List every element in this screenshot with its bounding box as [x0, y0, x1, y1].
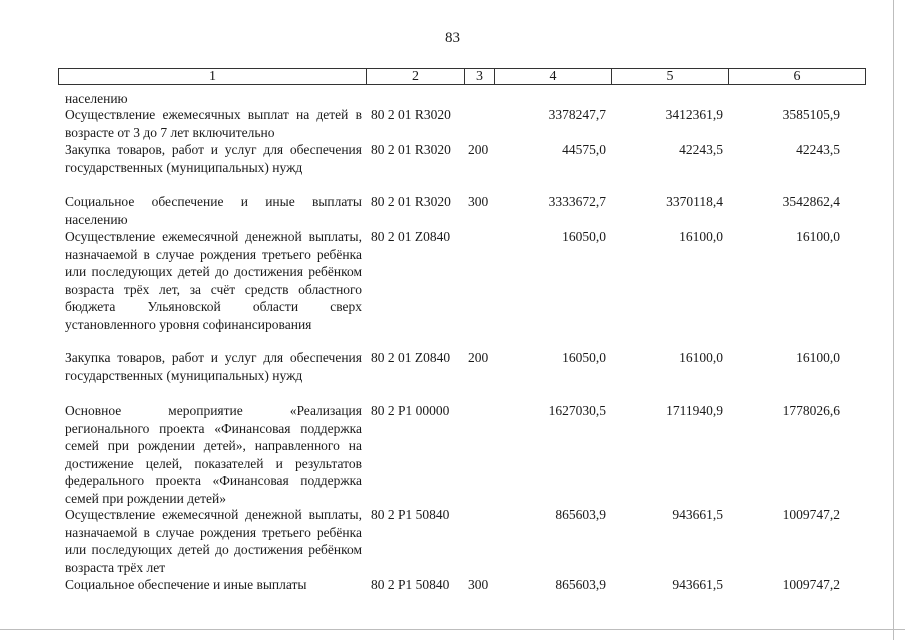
row-description: Социальное обеспечение и иные выплаты — [65, 577, 307, 592]
header-col-3: 3 — [464, 69, 494, 84]
row-description: Закупка товаров, работ и услуг для обеспечения государственных (муниципальных) нужд — [65, 142, 362, 175]
row-description: Основное мероприятие «Реализация регионального проекта «Финансовая поддержка семей при рождении детей», направленного на достижение целей, показателей и результатов федерального проекта «Финансовая поддержка семей при рождении детей» — [65, 403, 362, 506]
row-value-col4: 865603,9 — [555, 577, 606, 592]
scan-frame-right-edge — [893, 0, 894, 640]
row-value-col5: 943661,5 — [672, 577, 723, 592]
row-value-col6: 1778026,6 — [782, 403, 840, 418]
page-number: 83 — [445, 30, 460, 46]
row-value-col5: 3412361,9 — [665, 107, 723, 122]
row-value-col4: 44575,0 — [562, 142, 606, 157]
header-col-2: 2 — [366, 69, 464, 84]
row-value-col4: 865603,9 — [555, 507, 606, 522]
row-value-col4: 16050,0 — [562, 350, 606, 365]
row-expense-type: 300 — [468, 194, 489, 209]
row-target-code: 80 2 P1 50840 — [371, 577, 450, 592]
row-description: Осуществление ежемесячной денежной выплаты, назначаемой в случае рождения третьего ребёнка или последующих детей до достижения ребёнком возраста трёх лет — [65, 507, 362, 575]
row-target-code: 80 2 01 Z0840 — [371, 229, 451, 244]
row-target-code: 80 2 01 R3020 — [371, 142, 451, 157]
row-target-code: 80 2 01 R3020 — [371, 194, 451, 209]
row-target-code: 80 2 01 Z0840 — [371, 350, 451, 365]
row-description: Закупка товаров, работ и услуг для обеспечения государственных (муниципальных) нужд — [65, 350, 362, 383]
row-description: Осуществление ежемесячной денежной выплаты, назначаемой в случае рождения третьего ребёнка или последующих детей до достижения ребёнком возраста трёх лет, за счёт средств областного бюджета Ульяновской области сверх установленного уровня софинансирования — [65, 229, 362, 332]
row-description: населению — [65, 91, 128, 106]
table-header — [58, 68, 866, 85]
row-value-col5: 16100,0 — [679, 229, 723, 244]
row-value-col6: 1009747,2 — [782, 507, 840, 522]
row-expense-type: 200 — [468, 142, 489, 157]
row-value-col5: 42243,5 — [679, 142, 723, 157]
row-value-col6: 16100,0 — [796, 350, 840, 365]
row-description: Осуществление ежемесячных выплат на детей в возрасте от 3 до 7 лет включительно — [65, 107, 362, 140]
row-expense-type: 300 — [468, 577, 489, 592]
row-value-col6: 3542862,4 — [782, 194, 840, 209]
header-col-4: 4 — [494, 69, 611, 84]
row-description: Социальное обеспечение и иные выплаты населению — [65, 194, 362, 227]
header-col-5: 5 — [611, 69, 728, 84]
row-value-col4: 1627030,5 — [548, 403, 606, 418]
row-value-col5: 1711940,9 — [666, 403, 723, 418]
row-target-code: 80 2 P1 00000 — [371, 403, 450, 418]
row-value-col4: 3378247,7 — [548, 107, 606, 122]
row-target-code: 80 2 P1 50840 — [371, 507, 450, 522]
row-value-col6: 42243,5 — [796, 142, 840, 157]
row-expense-type: 200 — [468, 350, 489, 365]
header-col-1: 1 — [209, 69, 216, 84]
row-value-col5: 943661,5 — [672, 507, 723, 522]
row-value-col5: 3370118,4 — [666, 194, 723, 209]
row-target-code: 80 2 01 R3020 — [371, 107, 451, 122]
scan-frame-bottom-edge — [0, 629, 905, 630]
row-value-col4: 16050,0 — [562, 229, 606, 244]
row-value-col6: 3585105,9 — [782, 107, 840, 122]
header-col-6: 6 — [728, 69, 865, 84]
row-value-col6: 1009747,2 — [782, 577, 840, 592]
row-value-col6: 16100,0 — [796, 229, 840, 244]
row-value-col5: 16100,0 — [679, 350, 723, 365]
row-value-col4: 3333672,7 — [548, 194, 606, 209]
